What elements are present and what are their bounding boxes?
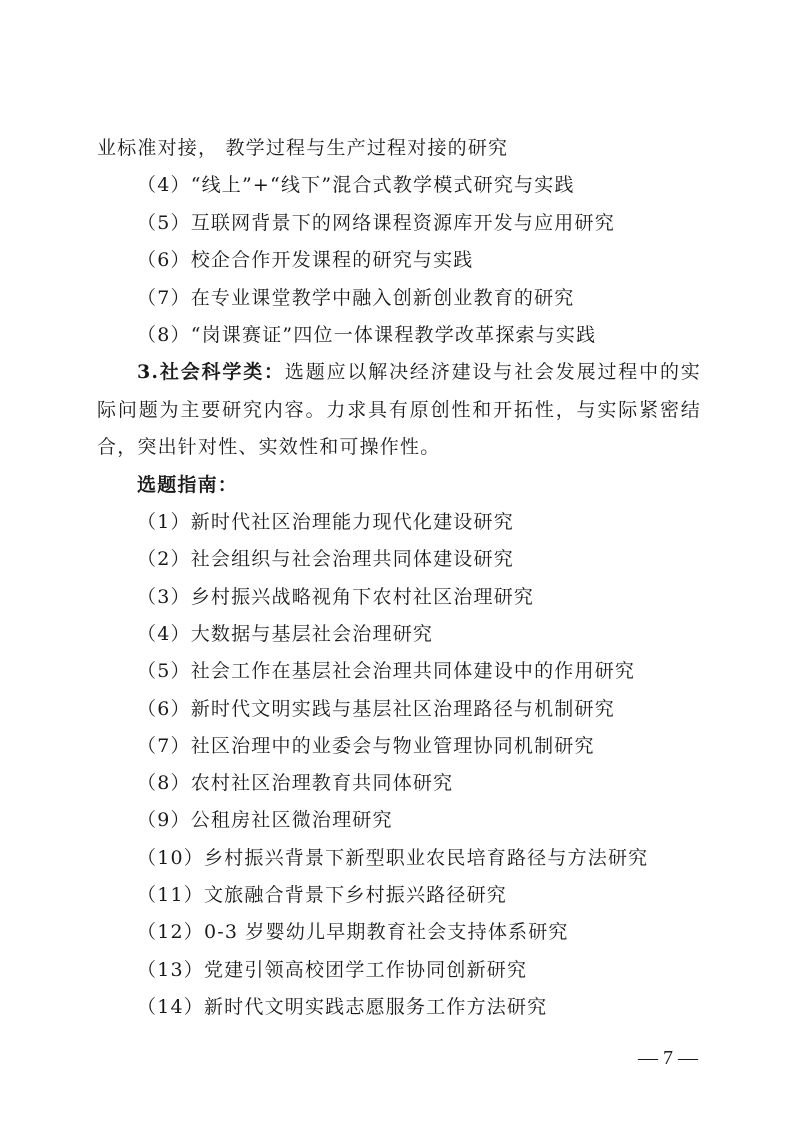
list-item: （4）“线上”+“线下”混合式教学模式研究与实践 <box>137 174 575 196</box>
list-item: （6）新时代文明实践与基层社区治理路径与机制研究 <box>137 698 615 720</box>
list-item: （6）校企合作开发课程的研究与实践 <box>137 249 474 271</box>
list-item: （8）“岗课赛证”四位一体课程教学改革探索与实践 <box>137 324 597 346</box>
list-item: （11）文旅融合背景下乡村振兴路径研究 <box>137 884 507 906</box>
list-item: （5）互联网背景下的网络课程资源库开发与应用研究 <box>137 212 615 234</box>
guide-title: 选题指南： <box>137 474 239 496</box>
list-item: （10）乡村振兴背景下新型职业农民培育路径与方法研究 <box>137 847 649 869</box>
page-number: — 7 — <box>638 1047 698 1069</box>
list-item: （1）新时代社区治理能力现代化建设研究 <box>137 511 514 533</box>
list-item: （12）0-3 岁婴幼儿早期教育社会支持体系研究 <box>137 921 569 943</box>
section-paragraph <box>97 354 701 467</box>
list-item: （4）大数据与基层社会治理研究 <box>137 623 434 645</box>
list-item: （8）农村社区治理教育共同体研究 <box>137 772 454 794</box>
section-heading: 3.社会科学类： <box>137 361 285 383</box>
list-item: （9）公租房社区微治理研究 <box>137 809 393 831</box>
continuation-line: 业标准对接， 教学过程与生产过程对接的研究 <box>97 137 509 159</box>
list-item: （14）新时代文明实践志愿服务工作方法研究 <box>137 996 548 1018</box>
list-item: （7）社区治理中的业委会与物业管理协同机制研究 <box>137 735 595 757</box>
list-item: （13）党建引领高校团学工作协同创新研究 <box>137 959 528 981</box>
section-body: 选题应以解决经济建设与社会发展过程中的实际问题为主要研究内容。力求具有原创性和开拓性，与实际紧密结合，突出针对性、实效性和可操作性。 <box>97 361 701 458</box>
list-item: （5）社会工作在基层社会治理共同体建设中的作用研究 <box>137 660 636 682</box>
list-item: （7）在专业课堂教学中融入创新创业教育的研究 <box>137 287 575 309</box>
list-item: （3）乡村振兴战略视角下农村社区治理研究 <box>137 586 535 608</box>
list-item: （2）社会组织与社会治理共同体建设研究 <box>137 548 514 570</box>
